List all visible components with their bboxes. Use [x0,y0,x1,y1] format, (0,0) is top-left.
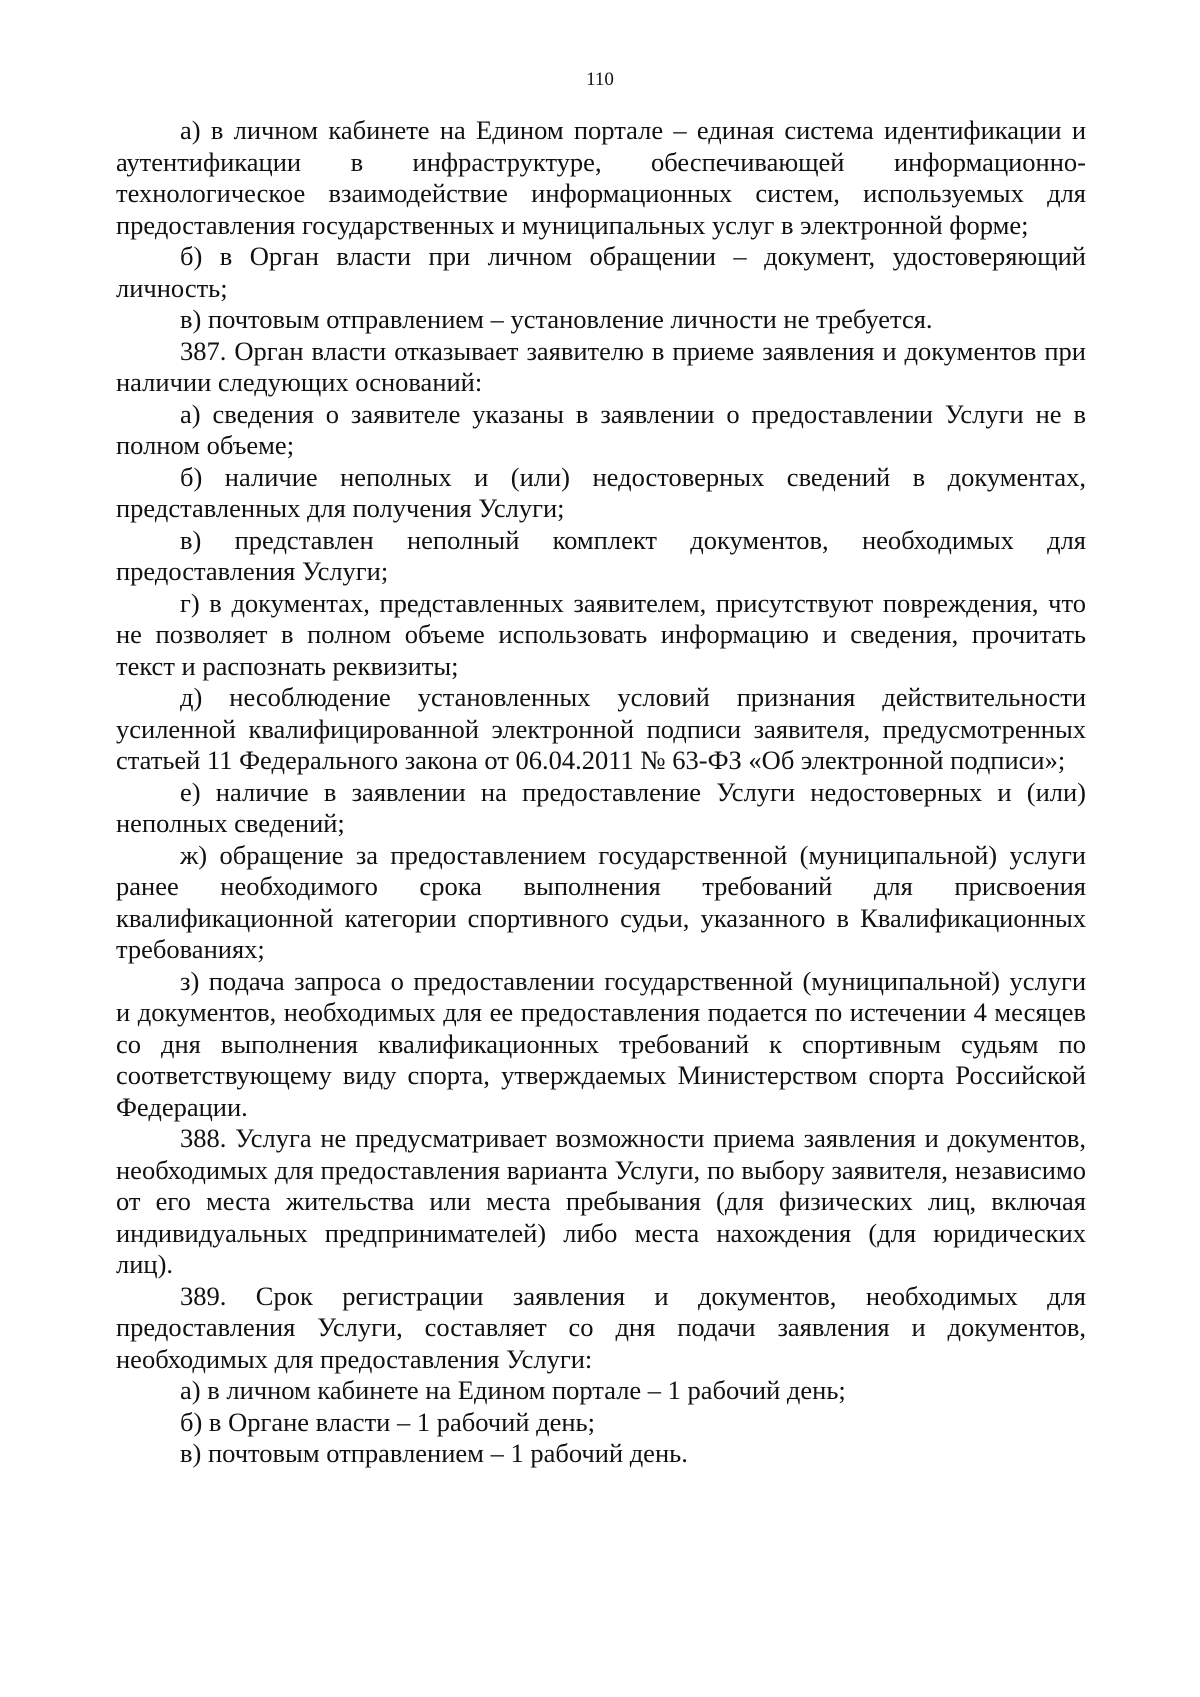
paragraph-387-z: з) подача запроса о предоставлении государственной (муниципальной) услуги и документов, необходимых для ее предоставления подается по истечении 4 месяцев со дня выполнения квалификационных требований к спортивным судьям по соответствующему виду спорта, утверждаемых Министерством спорта Российской Федерации. [116,965,1086,1122]
paragraph-387-d: д) несоблюдение установленных условий признания действительности усиленной квалифицированной электронной подписи заявителя, предусмотренных статьей 11 Федерального закона от 06.04.2011 № 63-ФЗ «Об электронной подписи»; [116,682,1086,775]
paragraph-389-b: б) в Органе власти – 1 рабочий день; [180,1406,595,1437]
paragraph-identification-portal: а) в личном кабинете на Едином портале – единая система идентификации и аутентификации в инфраструктуре, обеспечивающей информационно-технологическое взаимодействие информационных систем, используемых для предоставления государственных и муниципальных услуг в электронной форме; [116,115,1086,240]
paragraph-identification-mail: в) почтовым отправлением – установление личности не требуется. [180,304,933,334]
paragraph-387-b: б) наличие неполных и (или) недостоверных сведений в документах, представленных для получения Услуги; [116,461,1086,523]
page-number: 110 [586,69,614,90]
paragraph-387-a: а) сведения о заявителе указаны в заявлении о предоставлении Услуги не в полном объеме; [116,398,1086,460]
paragraph-387-g: г) в документах, представленных заявителем, присутствуют повреждения, что не позволяет в полном объеме использовать информацию и сведения, прочитать текст и распознать реквизиты; [116,587,1086,681]
document-body [116,115,1086,1470]
paragraph-387-zh: ж) обращение за предоставлением государственной (муниципальной) услуги ранее необходимого срока выполнения требований для присвоения квалификационной категории спортивного судьи, указанного в Квалификационных требованиях; [116,839,1086,964]
paragraph-identification-office: б) в Орган власти при личном обращении – документ, удостоверяющий личность; [116,241,1086,303]
paragraph-389-v: в) почтовым отправлением – 1 рабочий день. [180,1438,688,1468]
paragraph-387-v: в) представлен неполный комплект документов, необходимых для предоставления Услуги; [116,524,1086,586]
paragraph-389-intro: 389. Срок регистрации заявления и документов, необходимых для предоставления Услуги, составляет со дня подачи заявления и документов, необходимых для предоставления Услуги: [116,1280,1086,1374]
paragraph-387-intro: 387. Орган власти отказывает заявителю в приеме заявления и документов при наличии следующих оснований: [116,335,1086,397]
paragraph-389-a: а) в личном кабинете на Едином портале – 1 рабочий день; [180,1375,846,1405]
paragraph-387-e: е) наличие в заявлении на предоставление Услуги недостоверных и (или) неполных сведений; [116,776,1086,838]
paragraph-388: 388. Услуга не предусматривает возможности приема заявления и документов, необходимых для предоставления варианта Услуги, по выбору заявителя, независимо от его места жительства или места пребывания (для физических лиц, включая индивидуальных предпринимателей) либо места нахождения (для юридических лиц). [116,1123,1086,1279]
